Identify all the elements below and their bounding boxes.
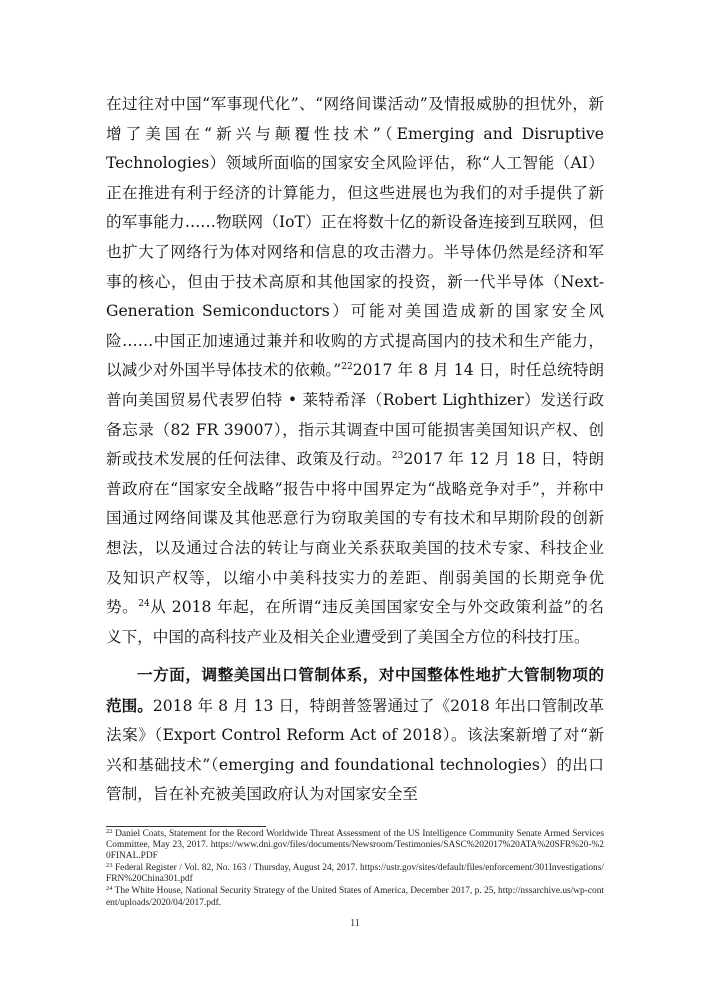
paragraph-lead-bold: 一方面，调整美国出口管制体系，对中国整体性地扩大管制物项的范围。 — [106, 665, 604, 715]
paragraph-text: 2017 年 12 月 18 日，特朗普政府在“国家安全战略”报告中将中国界定为“战略竞争对手”，并称中国通过网络间谍及其他恶意行为窃取美国的专有技术和早期阶段的创新想法，以及通过合法的转让与商业关系获取美国的技术专家、科技企业及知识产权等，以缩小中美科技实力的差距、削弱美国的长期竞争优势。 — [106, 450, 604, 617]
page-number: 11 — [349, 918, 361, 929]
footnote-23 — [106, 863, 604, 885]
footnote-text: Federal Register / Vol. 82, No. 163 / Thursday, August 24, 2017. https://ustr.gov/sites/default/files/enforcement/301Investigations/FRN%20China301.pdf — [106, 863, 604, 885]
footnote-number: 22 — [106, 828, 113, 835]
footnote-text: Daniel Coats, Statement for the Record Worldwide Threat Assessment of the US Intelligence Community Senate Armed Services Committee, May 23, 2017. https://www.dni.gov/files/documents/Newsroom/Testimonies/SASC%202017%20ATA%20SFR%20-%20FINAL.PDF — [106, 829, 604, 862]
footnote-text: The White House, National Security Strategy of the United States of America, December 2017, p. 25, http://nssarchive.us/wp-content/uploads/2020/04/2017.pdf. — [106, 886, 604, 908]
paragraph-text: 2017 年 8 月 14 日，时任总统特朗普向美国贸易代表罗伯特 • 莱特希泽（Robert Lighthizer）发送行政备忘录（82 FR 39007），指示其调查中国可能损害美国知识产权、创新或技术发展的任何法律、政策及行动。 — [106, 361, 604, 469]
paragraph-text: 在过往对中国“军事现代化”、“网络间谍活动”及情报威胁的担忧外，新增了美国在“新兴与颠覆性技术”（Emerging and Disruptive Technologies）领域所面临的国家安全风险评估，称“人工智能（AI）正在推进有利于经济的计算能力，但这些进展也为我们的对手提供了新的军事能力……物联网（IoT）正在将数十亿的新设备连接到互联网，但也扩大了网络行为体对网络和信息的攻击潜力。半导体仍然是经济和军事的核心，但由于技术高原和其他国家的投资，新一代半导体（Next-Generation Semiconductors）可能对美国造成新的国家安全风险……中国正加速通过兼并和收购的方式提高国内的技术和生产能力，以减少对外国半导体技术的依赖。” — [106, 95, 604, 380]
footnote-ref-24[interactable]: 24 — [138, 599, 150, 610]
body-paragraph-1 — [106, 90, 604, 652]
footnote-ref-23[interactable]: 23 — [391, 451, 404, 462]
body-paragraph-2 — [106, 660, 604, 810]
footnote-ref-22[interactable]: 22 — [341, 362, 353, 373]
footnote-24 — [106, 886, 604, 908]
footnote-number: 24 — [106, 885, 113, 893]
footnotes — [106, 829, 604, 910]
paragraph-text: 2018 年 8 月 13 日，特朗普签署通过了《2018 年出口管制改革法案》（Export Control Reform Act of 2018）。该法案新增了对“新兴和基础技术”（emerging and foundational technologies）的出口管制，旨在补充被美国政府认为对国家安全至 — [106, 696, 604, 804]
footnote-22 — [106, 829, 604, 862]
paragraph-text: 从 2018 年起，在所谓“违反美国国家安全与外交政策利益”的名义下，中国的高科技产业及相关企业遭受到了美国全方位的科技打压。 — [106, 598, 604, 646]
footnote-number: 23 — [106, 862, 113, 870]
footnote-divider — [106, 826, 266, 827]
